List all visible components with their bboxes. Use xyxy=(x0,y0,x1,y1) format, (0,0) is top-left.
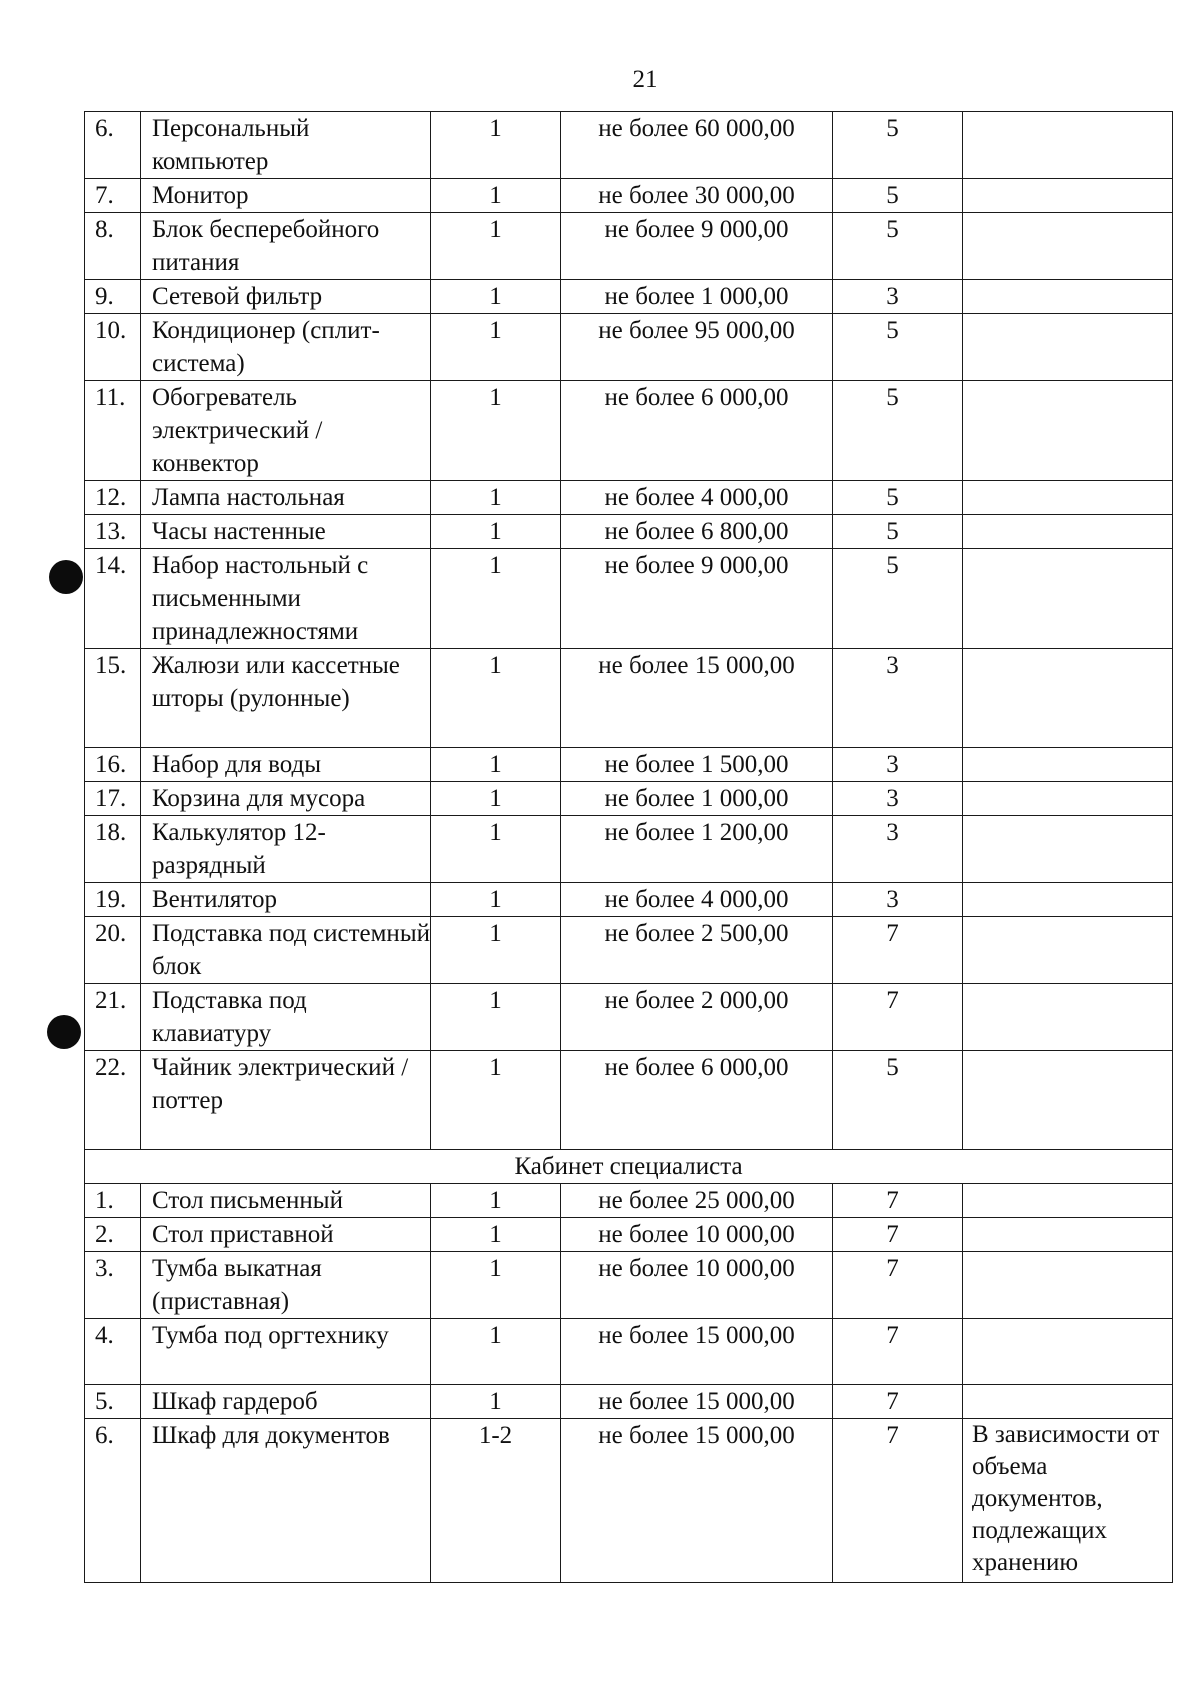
item-note xyxy=(963,280,1173,314)
table-row xyxy=(85,984,1173,1051)
item-name: Монитор xyxy=(141,179,431,213)
item-number: 21. xyxy=(85,984,141,1051)
item-note xyxy=(963,917,1173,984)
item-quantity: 1 xyxy=(431,179,561,213)
item-price: не более 1 000,00 xyxy=(561,280,833,314)
table-row xyxy=(85,782,1173,816)
item-price: не более 15 000,00 xyxy=(561,1385,833,1419)
item-number: 4. xyxy=(85,1319,141,1385)
table-row xyxy=(85,515,1173,549)
item-number: 6. xyxy=(85,112,141,179)
item-price: не более 1 500,00 xyxy=(561,748,833,782)
item-price: не более 9 000,00 xyxy=(561,213,833,280)
item-quantity: 1-2 xyxy=(431,1419,561,1583)
item-note xyxy=(963,179,1173,213)
item-price: не более 1 200,00 xyxy=(561,816,833,883)
item-number: 18. xyxy=(85,816,141,883)
item-name: Шкаф для документов xyxy=(141,1419,431,1583)
item-service-years: 5 xyxy=(833,515,963,549)
table-row xyxy=(85,1184,1173,1218)
item-service-years: 5 xyxy=(833,314,963,381)
table-row xyxy=(85,748,1173,782)
item-price: не более 4 000,00 xyxy=(561,883,833,917)
table-row xyxy=(85,280,1173,314)
item-note xyxy=(963,1051,1173,1150)
item-name: Набор для воды xyxy=(141,748,431,782)
item-note xyxy=(963,816,1173,883)
table-row xyxy=(85,883,1173,917)
item-service-years: 5 xyxy=(833,213,963,280)
section-title: Кабинет специалиста xyxy=(85,1150,1173,1184)
item-service-years: 5 xyxy=(833,179,963,213)
item-number: 19. xyxy=(85,883,141,917)
item-number: 20. xyxy=(85,917,141,984)
item-service-years: 7 xyxy=(833,1218,963,1252)
punch-hole-top xyxy=(49,560,83,594)
item-number: 17. xyxy=(85,782,141,816)
item-quantity: 1 xyxy=(431,1385,561,1419)
item-note xyxy=(963,883,1173,917)
item-name: Подставка под клавиатуру xyxy=(141,984,431,1051)
item-name: Стол приставной xyxy=(141,1218,431,1252)
item-note xyxy=(963,1184,1173,1218)
table-row xyxy=(85,381,1173,481)
table-row xyxy=(85,816,1173,883)
item-quantity: 1 xyxy=(431,782,561,816)
table-row xyxy=(85,1319,1173,1385)
item-note xyxy=(963,1218,1173,1252)
item-quantity: 1 xyxy=(431,1184,561,1218)
table-row xyxy=(85,112,1173,179)
table-row xyxy=(85,1218,1173,1252)
item-number: 14. xyxy=(85,549,141,649)
item-service-years: 5 xyxy=(833,481,963,515)
item-number: 13. xyxy=(85,515,141,549)
item-price: не более 4 000,00 xyxy=(561,481,833,515)
item-quantity: 1 xyxy=(431,280,561,314)
item-name: Кондиционер (сплит-система) xyxy=(141,314,431,381)
item-quantity: 1 xyxy=(431,314,561,381)
item-price: не более 10 000,00 xyxy=(561,1218,833,1252)
item-service-years: 3 xyxy=(833,748,963,782)
item-number: 9. xyxy=(85,280,141,314)
table-row xyxy=(85,481,1173,515)
item-quantity: 1 xyxy=(431,883,561,917)
item-price: не более 15 000,00 xyxy=(561,1319,833,1385)
table-body xyxy=(85,112,1173,1583)
item-quantity: 1 xyxy=(431,1218,561,1252)
item-note xyxy=(963,481,1173,515)
item-name: Вентилятор xyxy=(141,883,431,917)
item-note xyxy=(963,984,1173,1051)
item-number: 6. xyxy=(85,1419,141,1583)
table-row xyxy=(85,549,1173,649)
item-service-years: 7 xyxy=(833,1319,963,1385)
item-service-years: 7 xyxy=(833,1419,963,1583)
item-quantity: 1 xyxy=(431,1051,561,1150)
item-service-years: 3 xyxy=(833,883,963,917)
item-service-years: 7 xyxy=(833,984,963,1051)
item-service-years: 7 xyxy=(833,1385,963,1419)
punch-hole-bottom xyxy=(47,1015,81,1049)
item-number: 5. xyxy=(85,1385,141,1419)
item-quantity: 1 xyxy=(431,1252,561,1319)
table-row xyxy=(85,1419,1173,1583)
table-row xyxy=(85,1385,1173,1419)
item-service-years: 7 xyxy=(833,1252,963,1319)
table-row xyxy=(85,1051,1173,1150)
item-name: Часы настенные xyxy=(141,515,431,549)
item-service-years: 5 xyxy=(833,549,963,649)
item-quantity: 1 xyxy=(431,112,561,179)
item-price: не более 25 000,00 xyxy=(561,1184,833,1218)
item-price: не более 30 000,00 xyxy=(561,179,833,213)
item-price: не более 2 000,00 xyxy=(561,984,833,1051)
item-price: не более 15 000,00 xyxy=(561,1419,833,1583)
item-quantity: 1 xyxy=(431,1319,561,1385)
item-quantity: 1 xyxy=(431,748,561,782)
item-quantity: 1 xyxy=(431,381,561,481)
item-number: 12. xyxy=(85,481,141,515)
item-service-years: 3 xyxy=(833,280,963,314)
item-quantity: 1 xyxy=(431,917,561,984)
item-price: не более 6 800,00 xyxy=(561,515,833,549)
item-number: 11. xyxy=(85,381,141,481)
item-service-years: 3 xyxy=(833,782,963,816)
item-name: Стол письменный xyxy=(141,1184,431,1218)
item-price: не более 6 000,00 xyxy=(561,381,833,481)
item-note xyxy=(963,314,1173,381)
table-row xyxy=(85,314,1173,381)
item-service-years: 5 xyxy=(833,112,963,179)
item-name: Персональный компьютер xyxy=(141,112,431,179)
table-row xyxy=(85,213,1173,280)
item-name: Обогреватель электрический / конвектор xyxy=(141,381,431,481)
item-name: Жалюзи или кассетные шторы (рулонные) xyxy=(141,649,431,748)
item-name: Сетевой фильтр xyxy=(141,280,431,314)
table-row xyxy=(85,179,1173,213)
item-name: Лампа настольная xyxy=(141,481,431,515)
page-number: 21 xyxy=(632,66,658,93)
item-quantity: 1 xyxy=(431,515,561,549)
item-name: Подставка под системный блок xyxy=(141,917,431,984)
item-number: 2. xyxy=(85,1218,141,1252)
item-note xyxy=(963,515,1173,549)
item-service-years: 7 xyxy=(833,917,963,984)
item-quantity: 1 xyxy=(431,481,561,515)
item-name: Набор настольный с письменными принадлежностями xyxy=(141,549,431,649)
item-name: Блок бесперебойного питания xyxy=(141,213,431,280)
item-service-years: 5 xyxy=(833,1051,963,1150)
table-row xyxy=(85,649,1173,748)
item-note xyxy=(963,1252,1173,1319)
item-number: 22. xyxy=(85,1051,141,1150)
item-number: 1. xyxy=(85,1184,141,1218)
item-quantity: 1 xyxy=(431,816,561,883)
item-price: не более 60 000,00 xyxy=(561,112,833,179)
item-name: Шкаф гардероб xyxy=(141,1385,431,1419)
item-note xyxy=(963,1319,1173,1385)
item-note xyxy=(963,748,1173,782)
item-note xyxy=(963,649,1173,748)
table-row xyxy=(85,917,1173,984)
item-service-years: 3 xyxy=(833,816,963,883)
item-name: Чайник электрический / поттер xyxy=(141,1051,431,1150)
item-service-years: 7 xyxy=(833,1184,963,1218)
item-price: не более 10 000,00 xyxy=(561,1252,833,1319)
item-quantity: 1 xyxy=(431,549,561,649)
item-service-years: 3 xyxy=(833,649,963,748)
item-price: не более 9 000,00 xyxy=(561,549,833,649)
item-price: не более 95 000,00 xyxy=(561,314,833,381)
item-price: не более 2 500,00 xyxy=(561,917,833,984)
item-number: 16. xyxy=(85,748,141,782)
item-note xyxy=(963,782,1173,816)
item-name: Калькулятор 12-разрядный xyxy=(141,816,431,883)
item-name: Корзина для мусора xyxy=(141,782,431,816)
item-price: не более 6 000,00 xyxy=(561,1051,833,1150)
item-price: не более 15 000,00 xyxy=(561,649,833,748)
item-number: 3. xyxy=(85,1252,141,1319)
item-quantity: 1 xyxy=(431,213,561,280)
item-note xyxy=(963,381,1173,481)
item-number: 8. xyxy=(85,213,141,280)
item-name: Тумба под оргтехнику xyxy=(141,1319,431,1385)
item-service-years: 5 xyxy=(833,381,963,481)
item-price: не более 1 000,00 xyxy=(561,782,833,816)
item-name: Тумба выкатная (приставная) xyxy=(141,1252,431,1319)
item-number: 15. xyxy=(85,649,141,748)
section-row xyxy=(85,1150,1173,1184)
item-note xyxy=(963,112,1173,179)
item-note xyxy=(963,213,1173,280)
equipment-table xyxy=(84,111,1173,1583)
item-note xyxy=(963,549,1173,649)
item-number: 7. xyxy=(85,179,141,213)
item-note xyxy=(963,1385,1173,1419)
item-quantity: 1 xyxy=(431,984,561,1051)
item-quantity: 1 xyxy=(431,649,561,748)
item-number: 10. xyxy=(85,314,141,381)
item-note: В зависимости от объема документов, подлежащих хранению xyxy=(963,1419,1173,1583)
table-row xyxy=(85,1252,1173,1319)
